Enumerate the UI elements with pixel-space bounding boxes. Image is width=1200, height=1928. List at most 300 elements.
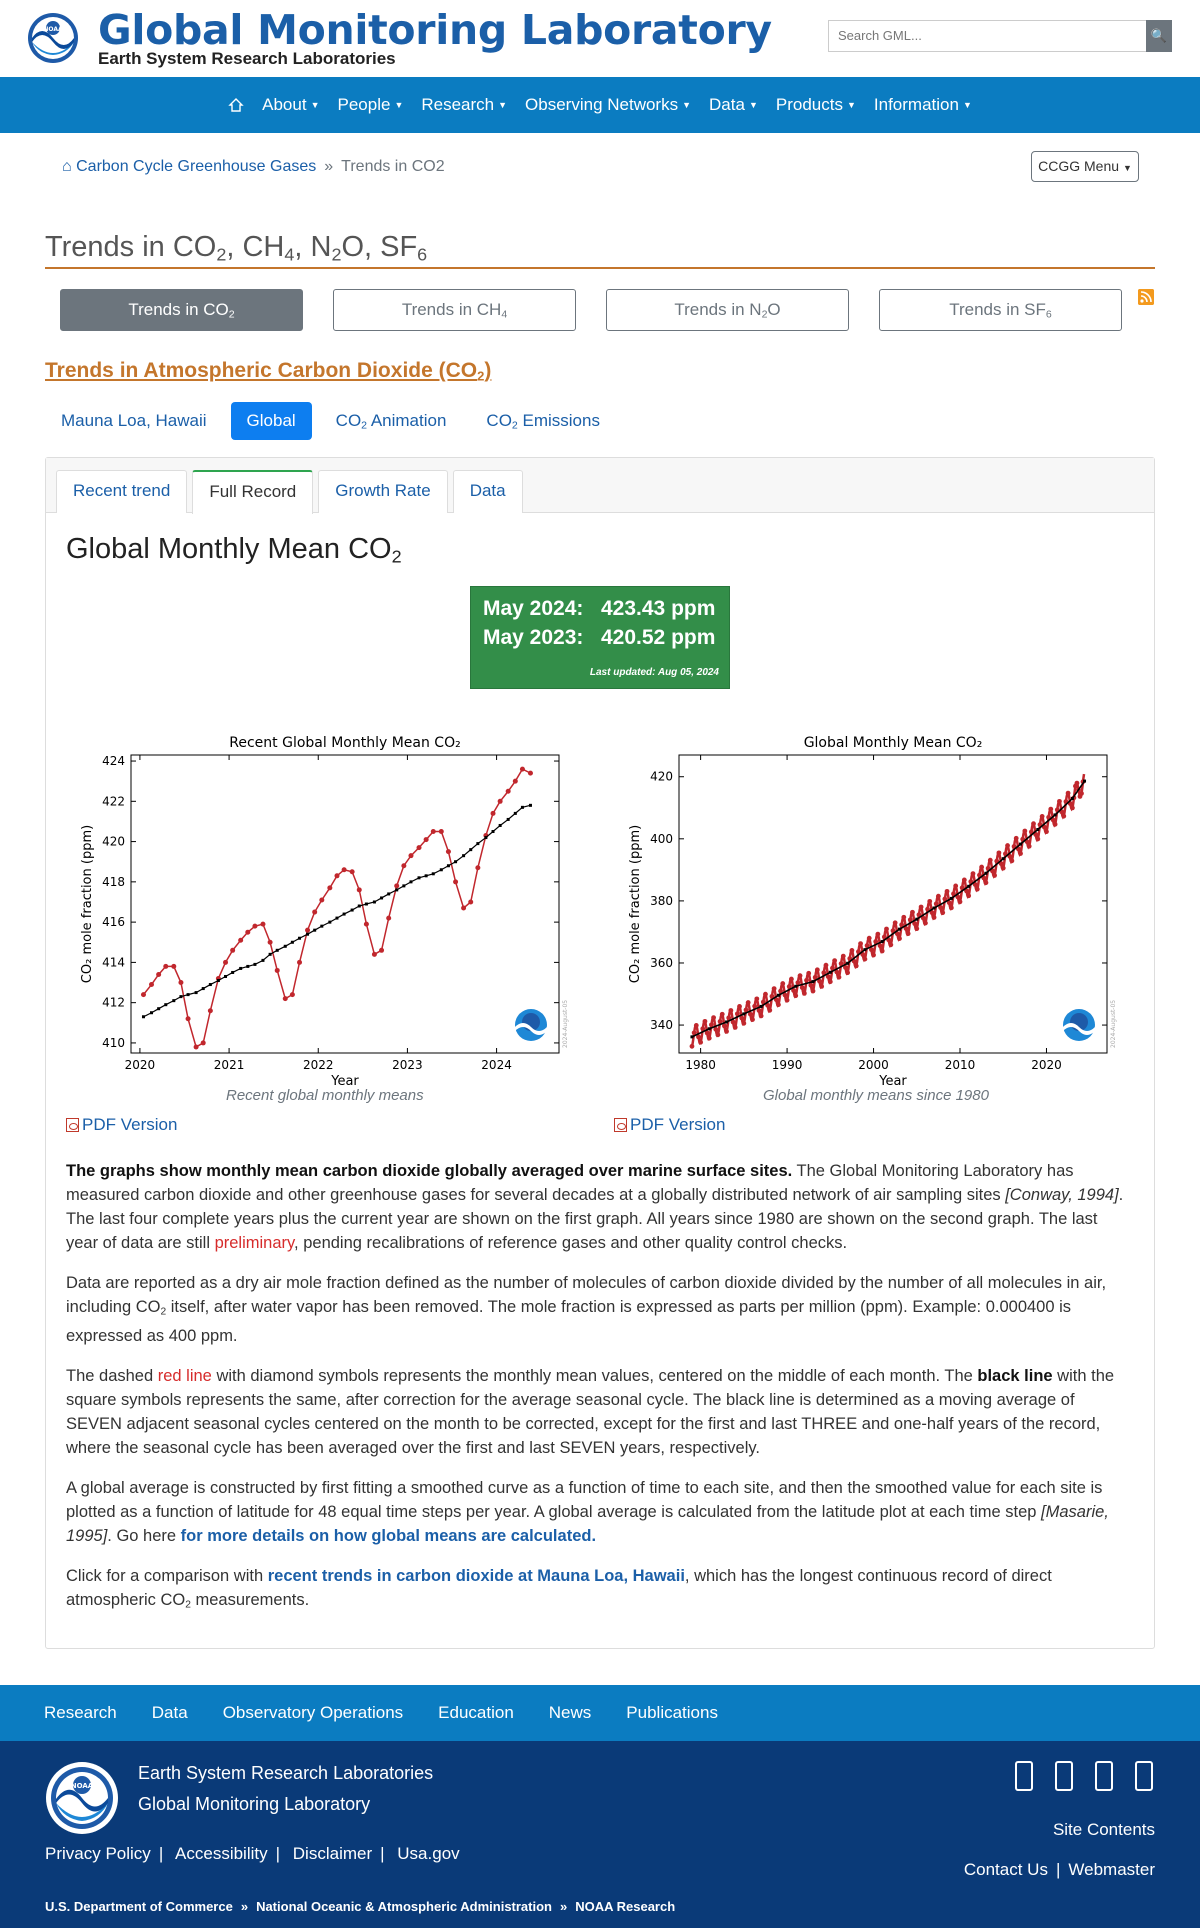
title-part: Trends in CO xyxy=(45,231,217,263)
data-point-seasonally-corrected xyxy=(425,874,428,877)
paragraph-4 xyxy=(66,1476,1134,1548)
breadcrumb-separator: » xyxy=(324,158,334,175)
data-point-monthly-mean xyxy=(327,885,332,890)
footer-links xyxy=(45,1844,460,1864)
caret-down-icon: ▼ xyxy=(846,100,856,110)
breadcrumb-row xyxy=(0,133,1200,201)
data-point-monthly-mean xyxy=(867,936,872,941)
footer-nav xyxy=(0,1685,1200,1741)
data-point-seasonally-corrected xyxy=(846,962,849,965)
value-number: 423.43 ppm xyxy=(601,596,716,620)
pdf-link-recent[interactable] xyxy=(66,1115,177,1135)
webmaster-link[interactable]: Webmaster xyxy=(1068,1859,1155,1879)
data-point-monthly-mean xyxy=(884,926,889,931)
data-point-monthly-mean xyxy=(901,915,906,920)
data-point-monthly-mean xyxy=(468,899,473,904)
caret-down-icon: ▼ xyxy=(682,100,692,110)
data-point-monthly-mean xyxy=(431,829,436,834)
data-point-monthly-mean xyxy=(940,910,945,915)
nav-data[interactable] xyxy=(700,95,767,115)
pdf-link-full[interactable] xyxy=(614,1115,725,1135)
data-point-seasonally-corrected xyxy=(499,824,502,827)
data-point-seasonally-corrected xyxy=(276,949,279,952)
main-container xyxy=(0,231,1200,1649)
link-separator: » xyxy=(559,1898,568,1914)
data-point-seasonally-corrected xyxy=(521,806,524,809)
full-record-co2-chart[interactable] xyxy=(614,725,1134,1089)
data-point-monthly-mean xyxy=(979,865,984,870)
card-tabs xyxy=(46,458,1154,513)
data-point-monthly-mean xyxy=(932,915,937,920)
tab-label: CO xyxy=(486,410,512,430)
data-point-monthly-mean xyxy=(475,865,480,870)
footer-nav-research[interactable]: Research xyxy=(44,1702,117,1722)
usa-gov-link[interactable]: Usa.gov xyxy=(397,1843,460,1863)
data-point-monthly-mean xyxy=(772,986,777,991)
caret-down-icon: ▼ xyxy=(748,100,758,110)
data-point-seasonally-corrected xyxy=(358,904,361,907)
data-point-monthly-mean xyxy=(949,905,954,910)
tab-sf6[interactable] xyxy=(879,289,1122,331)
mauna-loa-trends-link[interactable]: recent trends in carbon dioxide at Mauna Loa, Hawaii xyxy=(267,1567,685,1586)
x-tick-label: 2010 xyxy=(944,1057,976,1072)
data-point-monthly-mean xyxy=(453,879,458,884)
link-separator: | xyxy=(275,1843,281,1863)
card-body xyxy=(46,513,1154,1648)
data-point-seasonally-corrected xyxy=(373,900,376,903)
pdf-icon xyxy=(66,1118,79,1132)
data-point-monthly-mean xyxy=(319,897,324,902)
data-point-seasonally-corrected xyxy=(335,916,338,919)
caret-down-icon: ▼ xyxy=(962,100,972,110)
data-point-seasonally-corrected xyxy=(246,965,249,968)
data-point-seasonally-corrected xyxy=(760,1005,763,1008)
caret-down-icon: ▼ xyxy=(310,100,320,110)
data-point-seasonally-corrected xyxy=(172,999,175,1002)
data-point-monthly-mean xyxy=(342,867,347,872)
data-point-seasonally-corrected xyxy=(217,979,220,982)
data-point-monthly-mean xyxy=(871,952,876,957)
data-point-monthly-mean xyxy=(754,996,759,1001)
data-point-monthly-mean xyxy=(997,850,1002,855)
data-point-seasonally-corrected xyxy=(253,963,256,966)
plot-frame xyxy=(131,755,559,1053)
rss-icon[interactable] xyxy=(1138,289,1154,305)
nav-label: Research xyxy=(421,95,495,114)
data-point-monthly-mean xyxy=(1075,781,1080,786)
main-nav xyxy=(0,77,1200,133)
tab-sub: 4 xyxy=(501,309,508,322)
data-point-monthly-mean xyxy=(252,923,257,928)
nav-information[interactable] xyxy=(865,95,981,115)
data-point-monthly-mean xyxy=(1057,799,1062,804)
ccgg-menu-label: CCGG Menu xyxy=(1038,158,1120,174)
title-part: , CH xyxy=(226,231,285,263)
data-point-monthly-mean xyxy=(815,967,820,972)
data-point-monthly-mean xyxy=(1079,791,1084,796)
black-line-text: black line xyxy=(977,1367,1053,1386)
data-point-monthly-mean xyxy=(711,1015,716,1020)
tab-growth-rate[interactable]: Growth Rate xyxy=(318,470,447,513)
data-point-seasonally-corrected xyxy=(320,924,323,927)
data-point-monthly-mean xyxy=(186,1016,191,1021)
para-sub: 2 xyxy=(160,1306,167,1318)
data-point-monthly-mean xyxy=(439,829,444,834)
data-point-monthly-mean xyxy=(230,948,235,953)
data-point-monthly-mean xyxy=(703,1019,708,1024)
data-point-monthly-mean xyxy=(962,877,967,882)
contact-us-link[interactable]: Contact Us xyxy=(963,1859,1048,1879)
chart-caption-full: Global monthly means since 1980 xyxy=(763,1086,989,1104)
data-point-seasonally-corrected xyxy=(365,902,368,905)
data-point-seasonally-corrected xyxy=(387,892,390,895)
x-axis-label: Year xyxy=(331,1073,359,1089)
data-point-monthly-mean xyxy=(888,942,893,947)
data-point-seasonally-corrected xyxy=(306,933,309,936)
data-point-monthly-mean xyxy=(893,920,898,925)
nav-about[interactable] xyxy=(253,95,328,115)
tab-recent-trend[interactable]: Recent trend xyxy=(56,470,187,513)
data-point-monthly-mean xyxy=(694,1023,699,1028)
data-point-monthly-mean xyxy=(156,972,161,977)
data-point-monthly-mean xyxy=(798,973,803,978)
data-point-seasonally-corrected xyxy=(476,842,479,845)
data-point-seasonally-corrected xyxy=(984,872,987,875)
data-point-monthly-mean xyxy=(966,893,971,898)
value-label: May 2024: xyxy=(483,596,584,620)
recent-co2-chart[interactable] xyxy=(66,725,586,1089)
para-text: . Go here xyxy=(107,1527,181,1546)
data-point-monthly-mean xyxy=(845,970,850,975)
noaa-research-link[interactable]: NOAA Research xyxy=(575,1898,676,1914)
y-tick-label: 340 xyxy=(650,1017,673,1032)
data-point-monthly-mean xyxy=(690,1044,695,1049)
tab-global[interactable]: Global xyxy=(231,402,312,441)
data-point-monthly-mean xyxy=(923,921,928,926)
data-point-monthly-mean xyxy=(305,928,310,933)
facebook-icon[interactable] xyxy=(1015,1761,1033,1791)
data-point-monthly-mean xyxy=(386,915,391,920)
data-point-monthly-mean xyxy=(945,889,950,894)
footer-nav-data[interactable]: Data xyxy=(151,1702,188,1722)
data-point-monthly-mean xyxy=(408,853,413,858)
breadcrumb-parent-link[interactable] xyxy=(62,158,316,175)
footer-esrl[interactable]: Earth System Research Laboratories xyxy=(138,1762,434,1783)
data-point-seasonally-corrected xyxy=(402,884,405,887)
data-point-monthly-mean xyxy=(720,1012,725,1017)
data-point-seasonally-corrected xyxy=(432,872,435,875)
data-point-monthly-mean xyxy=(802,991,807,996)
data-point-seasonally-corrected xyxy=(915,918,918,921)
citation: [Conway, 1994] xyxy=(1005,1185,1119,1204)
caret-down-icon: ▼ xyxy=(394,100,404,110)
data-point-monthly-mean xyxy=(297,960,302,965)
data-point-monthly-mean xyxy=(171,964,176,969)
tab-ch4[interactable] xyxy=(333,289,576,331)
data-point-monthly-mean xyxy=(1048,807,1053,812)
nav-label: Data xyxy=(709,95,745,114)
y-axis-label: CO₂ mole fraction (ppm) xyxy=(80,824,95,984)
pdf-label: PDF Version xyxy=(82,1114,178,1134)
tab-label-suffix: O xyxy=(767,300,781,320)
data-point-monthly-mean xyxy=(906,931,911,936)
tab-co2[interactable] xyxy=(60,289,303,331)
sub-tabs xyxy=(45,402,1155,441)
youtube-icon[interactable] xyxy=(1095,1761,1113,1791)
chart-title: Global Monthly Mean CO₂ xyxy=(803,734,983,751)
data-point-monthly-mean xyxy=(520,766,525,771)
tab-label: Trends in SF xyxy=(949,300,1046,320)
breadcrumb xyxy=(62,158,445,176)
accessibility-link[interactable]: Accessibility xyxy=(175,1843,268,1863)
value-row-current xyxy=(483,597,717,621)
link-separator: | xyxy=(380,1843,385,1863)
nav-home[interactable] xyxy=(219,97,253,113)
data-point-seasonally-corrected xyxy=(351,908,354,911)
disclaimer-link[interactable]: Disclaimer xyxy=(292,1843,373,1863)
breadcrumb-current: Trends in CO2 xyxy=(341,158,445,175)
data-point-monthly-mean xyxy=(350,869,355,874)
para-text: , which has the longest continuous record of direct atmospheric CO xyxy=(66,1567,1052,1610)
noaa-link[interactable]: National Oceanic & Atmospheric Administration xyxy=(256,1898,552,1914)
data-point-monthly-mean xyxy=(746,1000,751,1005)
data-point-seasonally-corrected xyxy=(179,995,182,998)
footer-gml[interactable]: Global Monitoring Laboratory xyxy=(138,1793,371,1814)
data-point-seasonally-corrected xyxy=(202,987,205,990)
nav-label: Observing Networks xyxy=(525,95,679,114)
data-point-seasonally-corrected xyxy=(777,994,780,997)
tab-co2-emissions[interactable] xyxy=(470,402,616,441)
data-point-seasonally-corrected xyxy=(409,880,412,883)
tab-label-suffix: Animation xyxy=(367,410,447,430)
data-point-monthly-mean xyxy=(208,1008,213,1013)
data-point-seasonally-corrected xyxy=(1054,813,1057,816)
search-input[interactable]: Search GML... xyxy=(828,20,1146,52)
data-point-monthly-mean xyxy=(919,904,924,909)
data-point-monthly-mean xyxy=(238,938,243,943)
last-updated: Last updated: Aug 05, 2024 xyxy=(589,666,719,678)
data-point-seasonally-corrected xyxy=(794,985,797,988)
data-point-seasonally-corrected xyxy=(454,860,457,863)
y-tick-label: 416 xyxy=(102,914,125,929)
x-tick-label: 2000 xyxy=(858,1057,889,1072)
data-point-monthly-mean xyxy=(1009,858,1014,863)
data-point-monthly-mean xyxy=(958,899,963,904)
data-point-seasonally-corrected xyxy=(1002,857,1005,860)
noaa-footer-logo-icon[interactable] xyxy=(45,1761,119,1835)
tab-data[interactable]: Data xyxy=(453,470,523,513)
data-point-monthly-mean xyxy=(334,873,339,878)
data-point-monthly-mean xyxy=(953,883,958,888)
data-point-monthly-mean xyxy=(275,968,280,973)
global-means-details-link[interactable]: for more details on how global means are calculated. xyxy=(180,1527,597,1546)
data-point-seasonally-corrected xyxy=(1036,828,1039,831)
data-point-seasonally-corrected xyxy=(209,983,212,986)
data-point-seasonally-corrected xyxy=(440,868,443,871)
nav-products[interactable] xyxy=(767,95,865,115)
ccgg-menu-button[interactable] xyxy=(1031,151,1139,182)
data-point-seasonally-corrected xyxy=(380,896,383,899)
page-title xyxy=(45,231,1155,269)
data-point-seasonally-corrected xyxy=(950,897,953,900)
tab-co2-animation[interactable] xyxy=(320,402,463,441)
data-point-monthly-mean xyxy=(763,992,768,997)
data-point-monthly-mean xyxy=(357,887,362,892)
paragraph-2 xyxy=(66,1271,1134,1349)
agency-breadcrumb xyxy=(45,1899,675,1914)
footer-nav-observatory-operations[interactable]: Observatory Operations xyxy=(222,1702,404,1722)
link-separator: | xyxy=(1055,1859,1061,1879)
data-point-seasonally-corrected xyxy=(150,1011,153,1014)
graphs-area xyxy=(66,725,1134,1115)
para-text: Click for a comparison with xyxy=(66,1567,268,1586)
data-point-monthly-mean xyxy=(776,1002,781,1007)
noaa-logo-icon[interactable] xyxy=(27,12,79,64)
data-point-monthly-mean xyxy=(1027,844,1032,849)
data-point-seasonally-corrected xyxy=(529,804,532,807)
value-label: May 2023: xyxy=(483,625,584,649)
data-point-monthly-mean xyxy=(698,1040,703,1045)
twitter-icon[interactable] xyxy=(1135,1761,1153,1791)
para-text: The Global Monitoring Laboratory has measured carbon dioxide and other greenhouse gases for several decades at a globally distributed network of air sampling sites xyxy=(66,1161,1074,1204)
para-sub: 2 xyxy=(185,1599,191,1611)
data-point-seasonally-corrected xyxy=(881,940,884,943)
section-heading-link[interactable] xyxy=(45,359,1155,383)
data-point-monthly-mean xyxy=(1035,836,1040,841)
tab-sub: 2 xyxy=(361,419,368,432)
plot-frame xyxy=(679,755,1107,1053)
y-tick-label: 418 xyxy=(102,874,125,889)
nav-observing-networks[interactable] xyxy=(516,95,700,115)
data-point-seasonally-corrected xyxy=(313,929,316,932)
tab-sub: 2 xyxy=(511,419,518,432)
data-point-monthly-mean xyxy=(1022,828,1027,833)
title-part: , N xyxy=(294,231,332,263)
footer-nav-news[interactable]: News xyxy=(548,1702,592,1722)
data-point-monthly-mean xyxy=(759,1013,764,1018)
y-tick-label: 410 xyxy=(102,1035,125,1050)
site-title[interactable]: Global Monitoring Laboratory xyxy=(98,6,772,54)
data-point-seasonally-corrected xyxy=(261,959,264,962)
data-point-monthly-mean xyxy=(832,958,837,963)
data-point-monthly-mean xyxy=(268,940,273,945)
link-separator: | xyxy=(158,1843,164,1863)
y-tick-label: 422 xyxy=(102,794,125,809)
data-point-monthly-mean xyxy=(767,1008,772,1013)
site-header xyxy=(0,0,1200,77)
footer-nav-publications[interactable]: Publications xyxy=(626,1702,718,1722)
data-point-monthly-mean xyxy=(988,858,993,863)
value-number: 420.52 ppm xyxy=(601,625,716,649)
data-point-monthly-mean xyxy=(401,863,406,868)
data-point-seasonally-corrected xyxy=(418,876,421,879)
data-point-monthly-mean xyxy=(223,960,228,965)
main-title-sub: 2 xyxy=(391,546,402,567)
content-card xyxy=(45,457,1155,1649)
red-line-text: red line xyxy=(157,1367,212,1386)
tab-label: CO xyxy=(335,410,362,430)
data-point-monthly-mean xyxy=(417,845,422,850)
para-text: itself, after water vapor has been removed. The mole fraction is expressed as parts per million (ppm). Example: 0.000400 is expressed as 400 ppm. xyxy=(66,1297,1072,1346)
value-row-previous xyxy=(483,626,717,650)
data-point-monthly-mean xyxy=(283,996,288,1001)
title-sub: 4 xyxy=(284,244,295,265)
data-point-monthly-mean xyxy=(1014,836,1019,841)
data-point-seasonally-corrected xyxy=(224,975,227,978)
privacy-policy-link[interactable]: Privacy Policy xyxy=(45,1843,151,1863)
data-point-monthly-mean xyxy=(194,1044,199,1049)
breadcrumb-parent-label: Carbon Cycle Greenhouse Gases xyxy=(76,158,317,175)
logo-text: NOAA xyxy=(43,26,63,33)
y-tick-label: 380 xyxy=(650,893,673,908)
data-point-seasonally-corrected xyxy=(239,967,242,970)
data-point-seasonally-corrected xyxy=(269,953,272,956)
data-point-monthly-mean xyxy=(795,980,800,985)
data-point-monthly-mean xyxy=(793,993,798,998)
x-tick-label: 2020 xyxy=(1031,1057,1062,1072)
title-sub: 2 xyxy=(216,244,227,265)
home-icon: ⌂ xyxy=(62,158,72,175)
data-point-monthly-mean xyxy=(1061,814,1066,819)
data-point-seasonally-corrected xyxy=(1019,842,1022,845)
nav-people[interactable] xyxy=(329,95,413,115)
tab-n2o[interactable] xyxy=(606,289,849,331)
data-point-seasonally-corrected xyxy=(343,912,346,915)
data-point-monthly-mean xyxy=(1044,829,1049,834)
data-point-monthly-mean xyxy=(513,779,518,784)
contact-row xyxy=(964,1860,1155,1880)
search-button[interactable] xyxy=(1146,20,1172,52)
data-point-monthly-mean xyxy=(828,979,833,984)
data-point-monthly-mean xyxy=(1031,821,1036,826)
data-point-seasonally-corrected xyxy=(328,920,331,923)
data-point-monthly-mean xyxy=(785,998,790,1003)
tab-label: Trends in N xyxy=(674,300,762,320)
data-point-monthly-mean xyxy=(897,936,902,941)
chart-watermark: 2024-August-05 xyxy=(562,999,569,1048)
tab-sub: 2 xyxy=(228,309,235,322)
para-text: . The last four complete years plus the current year are shown on the first graph. All years since 1980 are shown on the second graph. The last year of data are still xyxy=(66,1185,1124,1252)
data-point-monthly-mean xyxy=(379,948,384,953)
footer-nav-education[interactable]: Education xyxy=(438,1702,514,1722)
para-text: , pending recalibrations of reference gases and other quality control checks. xyxy=(294,1233,848,1252)
doc-link[interactable]: U.S. Department of Commerce xyxy=(45,1898,233,1914)
caret-down-icon: ▼ xyxy=(1122,163,1132,173)
main-title xyxy=(66,533,1134,567)
tab-mauna-loa[interactable]: Mauna Loa, Hawaii xyxy=(61,410,207,430)
data-point-monthly-mean xyxy=(498,799,503,804)
instagram-icon[interactable] xyxy=(1055,1761,1073,1791)
tab-label: Trends in CO xyxy=(128,300,229,320)
nav-label: Products xyxy=(775,95,843,114)
y-tick-label: 420 xyxy=(102,834,125,849)
data-point-seasonally-corrected xyxy=(157,1007,160,1010)
nav-research[interactable] xyxy=(412,95,516,115)
data-point-seasonally-corrected xyxy=(863,948,866,951)
nav-label: About xyxy=(262,95,307,114)
site-contents-link[interactable]: Site Contents xyxy=(1052,1819,1155,1839)
tab-sub: 2 xyxy=(761,309,768,322)
data-point-seasonally-corrected xyxy=(967,885,970,888)
tab-full-record[interactable]: Full Record xyxy=(192,470,313,514)
data-point-monthly-mean xyxy=(290,992,295,997)
data-point-monthly-mean xyxy=(789,977,794,982)
title-sub: 6 xyxy=(417,244,428,265)
tab-label-suffix: Emissions xyxy=(517,410,600,430)
data-point-monthly-mean xyxy=(780,981,785,986)
para-text: measurements. xyxy=(190,1591,310,1610)
data-point-monthly-mean xyxy=(364,921,369,926)
